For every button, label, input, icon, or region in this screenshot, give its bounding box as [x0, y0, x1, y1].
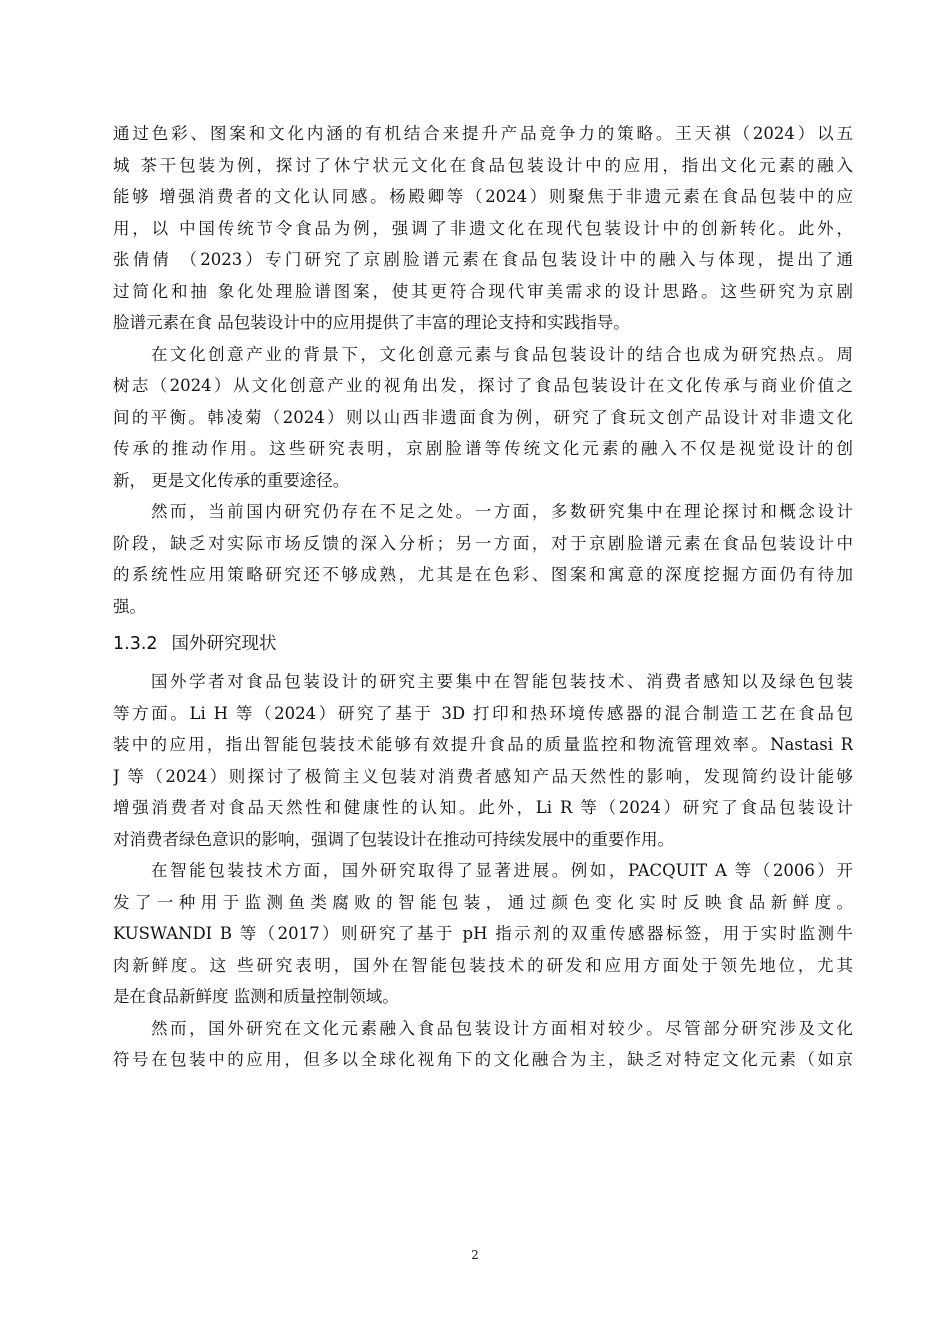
text-line: 发了一种用于监测鱼类腐败的智能包装，通过颜色变化实时反映食品新鲜度。 — [113, 892, 853, 912]
text-line: 符号在包装中的应用，但多以全球化视角下的文化融合为主，缺乏对特定文化元素（如京 — [113, 1050, 853, 1069]
text-line: J 等（2024）则探讨了极简主义包装对消费者感知产品天然性的影响，发现简约设计能够 — [113, 766, 853, 786]
text-line: 的系统性应用策略研究还不够成熟，尤其是在色彩、图案和寓意的深度挖掘方面仍有待加 — [113, 565, 853, 584]
paragraph-domestic-3 — [113, 496, 853, 622]
text-line: 肉新鲜度。这 些研究表明，国外在智能包装技术的研发和应用方面处于领先地位，尤其 — [113, 955, 853, 975]
text-line: 在文化创意产业的背景下，文化创意元素与食品包装设计的结合也成为研究热点。周 — [151, 344, 853, 364]
paragraph-foreign-1 — [113, 666, 853, 855]
section-number: 1.3.2 — [113, 634, 158, 654]
text-line: 能够 增强消费者的文化认同感。杨殿卿等（2024）则聚焦于非遗元素在食品包装中的应 — [113, 187, 853, 206]
text-line: 用，以 中国传统节令食品为例，强调了非遗文化在现代包装设计中的创新转化。此外， — [113, 218, 853, 238]
text-line: 在智能包装技术方面，国外研究取得了显著进展。例如，PACQUIT A 等（2006）开 — [151, 861, 853, 880]
page-content — [113, 118, 853, 1076]
text-line: KUSWANDI B 等（2017）则研究了基于 pH 指示剂的双重传感器标签，用于实时监测牛 — [113, 924, 853, 943]
paragraph-foreign-2 — [113, 855, 853, 1013]
text-line: 然而，国外研究在文化元素融入食品包装设计方面相对较少。尽管部分研究涉及文化 — [151, 1018, 853, 1038]
text-line: 装中的应用，指出智能包装技术能够有效提升食品的质量监控和物流管理效率。Nastasi R — [113, 735, 853, 754]
text-line: 新， 更是文化传承的重要途径。 — [113, 470, 350, 490]
text-line: 传承的推动作用。这些研究表明，京剧脸谱等传统文化元素的融入不仅是视觉设计的创 — [113, 439, 853, 458]
text-line: 张倩倩 （2023）专门研究了京剧脸谱元素在食品包装设计中的融入与体现，提出了通 — [113, 250, 853, 269]
text-line: 阶段，缺乏对实际市场反馈的深入分析；另一方面，对于京剧脸谱元素在食品包装设计中 — [113, 533, 853, 553]
text-line: 过简化和抽 象化处理脸谱图案，使其更符合现代审美需求的设计思路。这些研究为京剧 — [113, 281, 853, 301]
text-line: 城 茶干包装为例，探讨了休宁状元文化在食品包装设计中的应用，指出文化元素的融入 — [113, 155, 853, 175]
text-line: 对消费者绿色意识的影响，强调了包装设计在推动可持续发展中的重要作用。 — [113, 829, 674, 849]
text-line: 国外学者对食品包装设计的研究主要集中在智能包装技术、消费者感知以及绿色包装 — [151, 672, 853, 691]
text-line: 然而，当前国内研究仍存在不足之处。一方面，多数研究集中在理论探讨和概念设计 — [151, 502, 853, 521]
paragraph-domestic-1 — [113, 118, 853, 339]
text-line: 强。 — [113, 596, 146, 616]
section-heading — [113, 626, 853, 662]
paragraph-domestic-2 — [113, 339, 853, 497]
section-title: 国外研究现状 — [171, 634, 277, 654]
text-line: 树志（2024）从文化创意产业的视角出发，探讨了食品包装设计在文化传承与商业价值之 — [113, 376, 853, 395]
text-line: 是在食品新鲜度 监测和质量控制领域。 — [113, 987, 399, 1006]
page-number: 2 — [471, 1248, 479, 1262]
text-line: 等方面。Li H 等（2024）研究了基于 3D 打印和热环境传感器的混合制造工艺在食品包 — [113, 703, 853, 723]
text-line: 脸谱元素在食 品包装设计中的应用提供了丰富的理论支持和实践指导。 — [113, 313, 630, 332]
paragraph-foreign-3 — [113, 1013, 853, 1076]
text-line: 通过色彩、图案和文化内涵的有机结合来提升产品竞争力的策略。王天祺（2024）以五 — [113, 124, 853, 143]
text-line: 增强消费者对食品天然性和健康性的认知。此外，Li R 等（2024）研究了食品包装设计 — [113, 798, 853, 817]
text-line: 间的平衡。韩凌菊（2024）则以山西非遗面食为例，研究了食玩文创产品设计对非遗文化 — [113, 407, 853, 427]
